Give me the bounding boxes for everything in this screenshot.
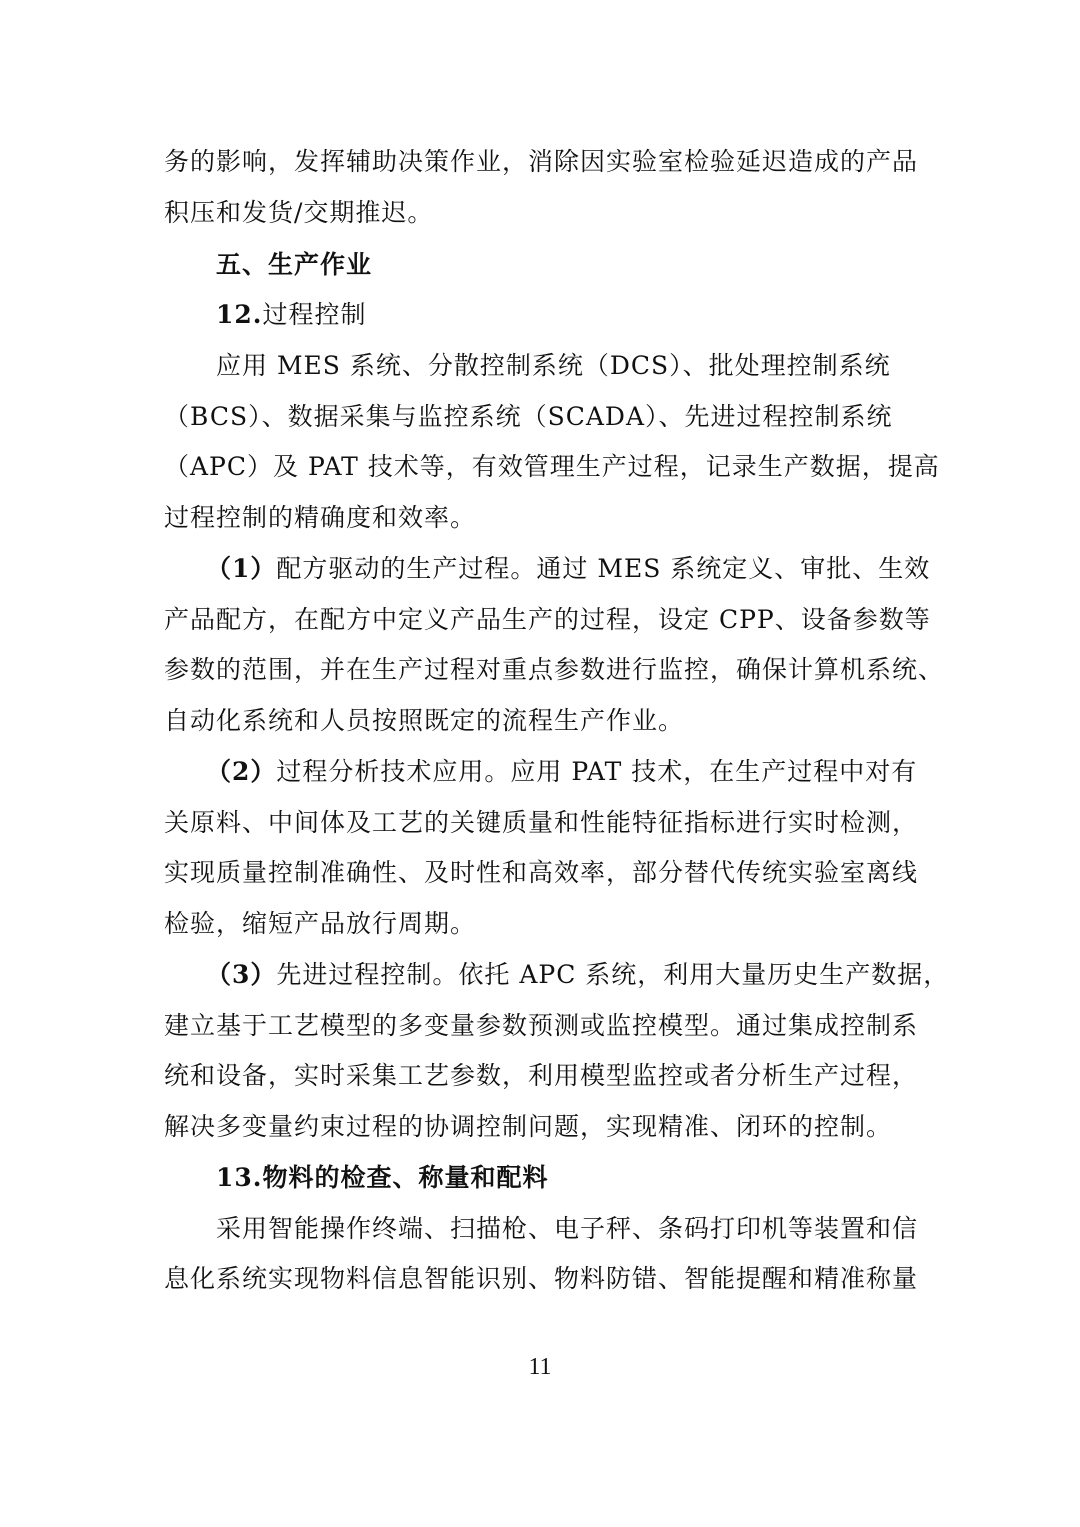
subsection-number: 12. bbox=[216, 300, 263, 329]
subsection-heading-13 bbox=[216, 1158, 549, 1198]
text-line: 检验，缩短产品放行周期。 bbox=[164, 909, 477, 938]
subsection-number: 13. bbox=[216, 1163, 263, 1192]
subsection-heading-12 bbox=[216, 295, 367, 335]
section-heading: 五、生产作业 bbox=[216, 250, 373, 279]
list-number: （1） bbox=[206, 554, 277, 583]
list-item-2 bbox=[206, 752, 917, 792]
text-line: 产品配方，在配方中定义产品生产的过程，设定 CPP、设备参数等 bbox=[164, 605, 931, 634]
subsection-title: 物料的检查、称量和配料 bbox=[262, 1163, 549, 1192]
page-number: 11 bbox=[528, 1354, 552, 1380]
list-number: （3） bbox=[206, 960, 277, 989]
text-line: 积压和发货/交期推迟。 bbox=[164, 198, 434, 227]
text-line: 实现质量控制准确性、及时性和高效率，部分替代传统实验室离线 bbox=[164, 858, 919, 887]
text-line: 参数的范围，并在生产过程对重点参数进行监控，确保计算机系统、 bbox=[164, 655, 945, 684]
list-text: 先进过程控制。依托 APC 系统，利用大量历史生产数据， bbox=[276, 960, 950, 989]
text-line: 统和设备，实时采集工艺参数，利用模型监控或者分析生产过程， bbox=[164, 1061, 919, 1090]
list-number: （2） bbox=[206, 757, 277, 786]
text-line: 建立基于工艺模型的多变量参数预测或监控模型。通过集成控制系 bbox=[164, 1011, 919, 1040]
text-line: 息化系统实现物料信息智能识别、物料防错、智能提醒和精准称量 bbox=[164, 1264, 919, 1293]
list-text: 过程分析技术应用。应用 PAT 技术，在生产过程中对有 bbox=[276, 757, 918, 786]
text-line: 自动化系统和人员按照既定的流程生产作业。 bbox=[164, 706, 685, 735]
text-line: 务的影响，发挥辅助决策作业，消除因实验室检验延迟造成的产品 bbox=[164, 147, 919, 176]
text-line: （BCS）、数据采集与监控系统（SCADA）、先进过程控制系统 bbox=[164, 402, 893, 431]
text-line: 采用智能操作终端、扫描枪、电子秤、条码打印机等装置和信 bbox=[216, 1214, 919, 1243]
text-line: 过程控制的精确度和效率。 bbox=[164, 503, 477, 532]
text-line: （APC）及 PAT 技术等，有效管理生产过程，记录生产数据，提高 bbox=[164, 452, 940, 481]
list-text: 配方驱动的生产过程。通过 MES 系统定义、审批、生效 bbox=[276, 554, 931, 583]
list-item-3 bbox=[206, 955, 949, 995]
list-item-1 bbox=[206, 549, 930, 589]
subsection-title: 过程控制 bbox=[262, 300, 367, 329]
text-line: 解决多变量约束过程的协调控制问题，实现精准、闭环的控制。 bbox=[164, 1112, 893, 1141]
text-line: 应用 MES 系统、分散控制系统（DCS）、批处理控制系统 bbox=[216, 351, 891, 380]
text-line: 关原料、中间体及工艺的关键质量和性能特征指标进行实时检测， bbox=[164, 808, 919, 837]
